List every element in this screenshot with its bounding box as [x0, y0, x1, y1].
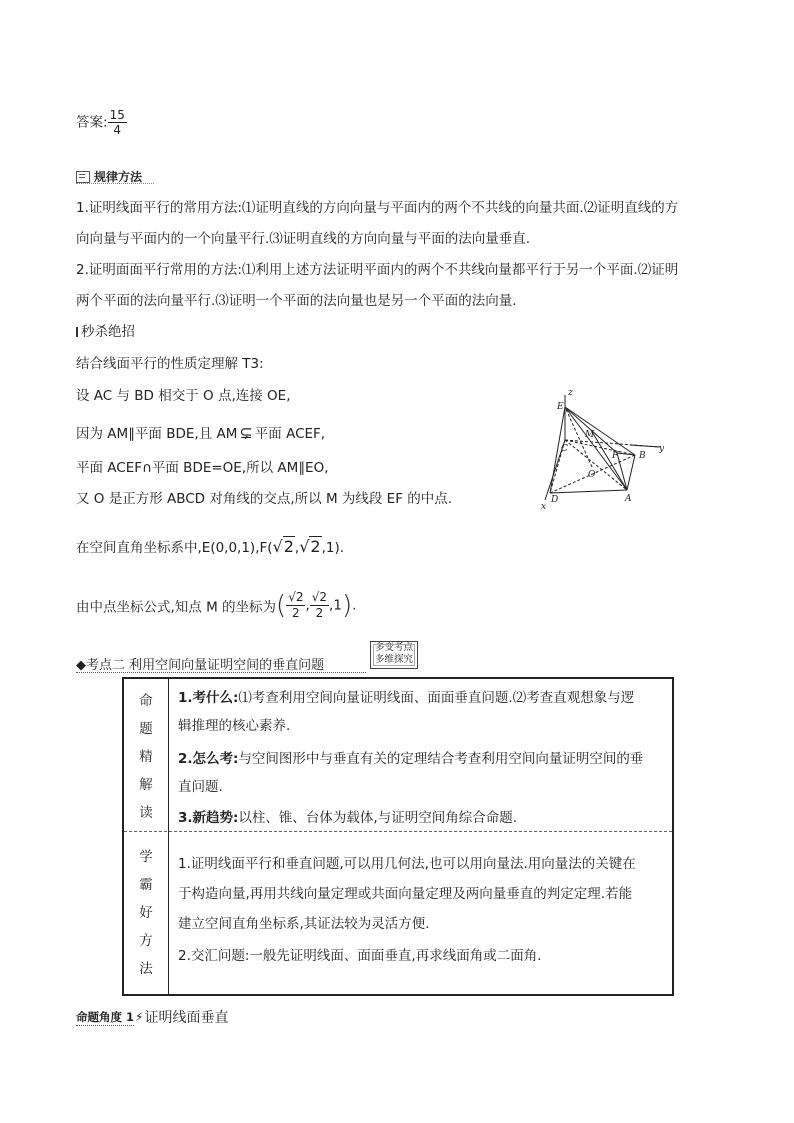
kaodian-title: ◆考点二 利用空间向量证明空间的垂直问题: [76, 658, 325, 673]
trick-title: 秒杀绝招: [76, 320, 135, 340]
y-axis: [630, 445, 660, 447]
label-A: A: [625, 494, 632, 504]
angle-heading: [76, 1007, 228, 1027]
answer-denominator: 4: [113, 123, 122, 137]
box-row-how-2: 直问题.: [178, 779, 223, 795]
edge-AF: [617, 453, 627, 490]
box-method-3: 建立空间直角坐标系,其证法较为灵活方便.: [178, 916, 430, 932]
label-M: M: [585, 430, 595, 440]
paragraph-2a: 2.证明面面平行常用的方法:⑴利用上述方法证明平面内的两个不共线向量都平行于另一个平面.⑵证明: [76, 262, 679, 278]
method-tag: [76, 168, 142, 185]
kaodian-badge: 多变考点 多维探究: [370, 641, 418, 669]
answer-numerator: 15: [109, 108, 125, 122]
label-B: B: [639, 451, 646, 461]
box-method-2: 于构造向量,再用共线向量定理或共面向量定理及两向量垂直的判定定理.若能: [178, 886, 633, 902]
lightning-icon: ⚡: [135, 1010, 144, 1024]
trick-line-7: 由中点坐标公式,知点 M 的坐标为( $\frac{√2}{2}$ , $\frac{√2}{2}$ ,1).: [76, 590, 357, 621]
trick-line-3: 因为 AM∥平面 BDE,且 AM ⊊ 平面 ACEF,: [76, 423, 326, 442]
box-left-label-2: 学 霸 好 方 法: [139, 849, 153, 977]
label-y: y: [659, 444, 665, 454]
answer-fraction: [108, 108, 127, 137]
box-method-4: 2.交汇问题:一般先证明线面、面面垂直,再求线面角或二面角.: [178, 948, 542, 964]
trick-line-4: 平面 ACEF∩平面 BDE=OE,所以 AM∥EO,: [76, 460, 329, 476]
answer-line: [76, 108, 127, 137]
label-E: E: [557, 402, 564, 412]
label-z: z: [568, 388, 573, 398]
book-icon: [76, 171, 90, 183]
box-row-how: 2.怎么考:与空间图形中与垂直有关的定理结合考查利用空间向量证明空间的垂: [178, 751, 644, 767]
edge-DA: [550, 490, 627, 493]
angle-tag: 命题角度 1: [76, 1009, 135, 1024]
subset-symbol: ⊊: [239, 423, 253, 442]
label-C: C: [561, 444, 568, 454]
pyramid-figure: [535, 385, 675, 515]
trick-line-1: 结合线面平行的性质定理解 T3:: [76, 356, 264, 372]
method-tag-label: 规律方法: [94, 170, 143, 184]
label-D: D: [551, 495, 559, 505]
paragraph-1a: 1.证明线面平行的常用方法:⑴证明直线的方向向量与平面内的两个不共线的向量共面.⑵证明直线的方: [76, 200, 679, 216]
trick-line-6: 在空间直角坐标系中,E(0,0,1),F(√2,√2,1).: [76, 537, 345, 556]
box-left-label-1: 命 题 精 解 读: [139, 693, 153, 821]
box-row-what: 1.考什么:⑴考查利用空间向量证明线面、面面垂直问题.⑵考查直观想象与逻: [178, 690, 635, 706]
angle-title: 证明线面垂直: [144, 1010, 229, 1026]
trick-line-5: 又 O 是正方形 ABCD 对角线的交点,所以 M 为线段 EF 的中点.: [76, 491, 453, 507]
label-x: x: [541, 502, 547, 512]
paragraph-1b: 向向量与平面内的一个向量平行.⑶证明直线的方向向量与平面的法向量垂直.: [76, 231, 531, 247]
label-F: F: [612, 451, 619, 461]
label-O: O: [588, 470, 596, 480]
analysis-box: [122, 677, 674, 996]
box-row-trend: 3.新趋势:以柱、锥、台体为载体,与证明空间角综合命题.: [178, 810, 518, 826]
paragraph-2b: 两个平面的法向量平行.⑶证明一个平面的法向量也是另一个平面的法向量.: [76, 293, 517, 309]
box-row-what-2: 辑推理的核心素养.: [178, 718, 291, 734]
answer-label: 答案:: [76, 114, 108, 131]
edge-EA: [565, 407, 627, 490]
edge-AB: [627, 455, 635, 490]
edge-AM: [591, 430, 627, 490]
trick-line-2: 设 AC 与 BD 相交于 O 点,连接 OE,: [76, 388, 291, 404]
box-method-1: 1.证明线面平行和垂直问题,可以用几何法,也可以用向量法.用向量法的关键在: [178, 856, 636, 872]
